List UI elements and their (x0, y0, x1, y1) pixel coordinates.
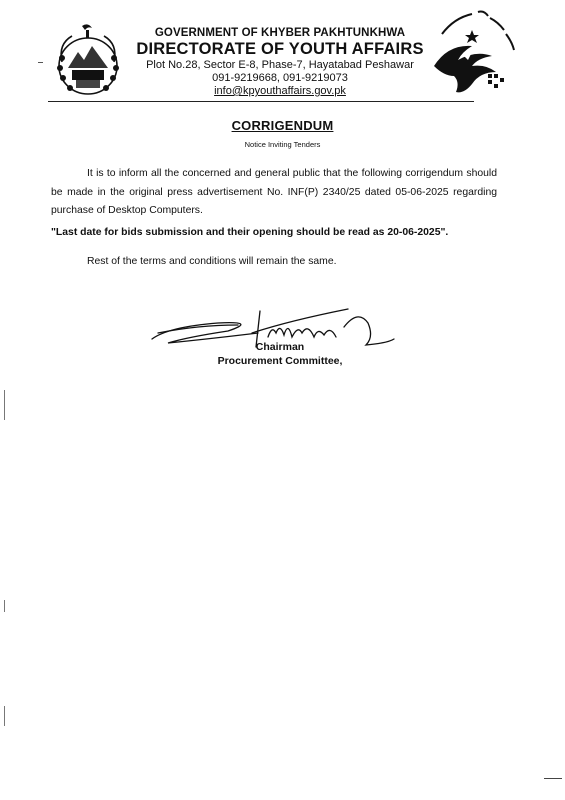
notice-subtitle: Notice Inviting Tenders (244, 140, 321, 149)
scan-margin-mark (4, 706, 5, 726)
signatory-block (200, 340, 360, 368)
signatory-committee: Procurement Committee, (217, 355, 343, 367)
directorate-heading: DIRECTORATE OF YOUTH AFFAIRS (136, 40, 424, 58)
office-email: info@kpyouthaffairs.gov.pk (214, 85, 346, 97)
scan-margin-mark (4, 390, 5, 420)
notice-closing: Rest of the terms and conditions will remain the same. (87, 256, 337, 267)
youth-affairs-logo-icon (428, 8, 518, 98)
header-divider (48, 101, 474, 102)
office-phones: 091-9219668, 091-9219073 (212, 72, 348, 84)
scan-corner-mark (544, 778, 562, 779)
office-address: Plot No.28, Sector E-8, Phase-7, Hayatabad Peshawar (146, 59, 414, 71)
kp-emblem-icon (52, 22, 124, 98)
notice-title: CORRIGENDUM (231, 118, 334, 133)
scan-margin-mark (4, 600, 5, 612)
notice-body: It is to inform all the concerned and general public that the following corrigendum should be made in the original press advertisement No. INF(P) 2340/25 dated 05-06-2025 regarding purchase of Desktop Computers. (51, 168, 497, 216)
margin-dash (38, 62, 43, 63)
signatory-designation: Chairman (255, 341, 305, 353)
notice-emphasis: "Last date for bids submission and their opening should be read as 20-06-2025". (51, 227, 449, 238)
government-heading: GOVERNMENT OF KHYBER PAKHTUNKHWA (154, 27, 406, 39)
